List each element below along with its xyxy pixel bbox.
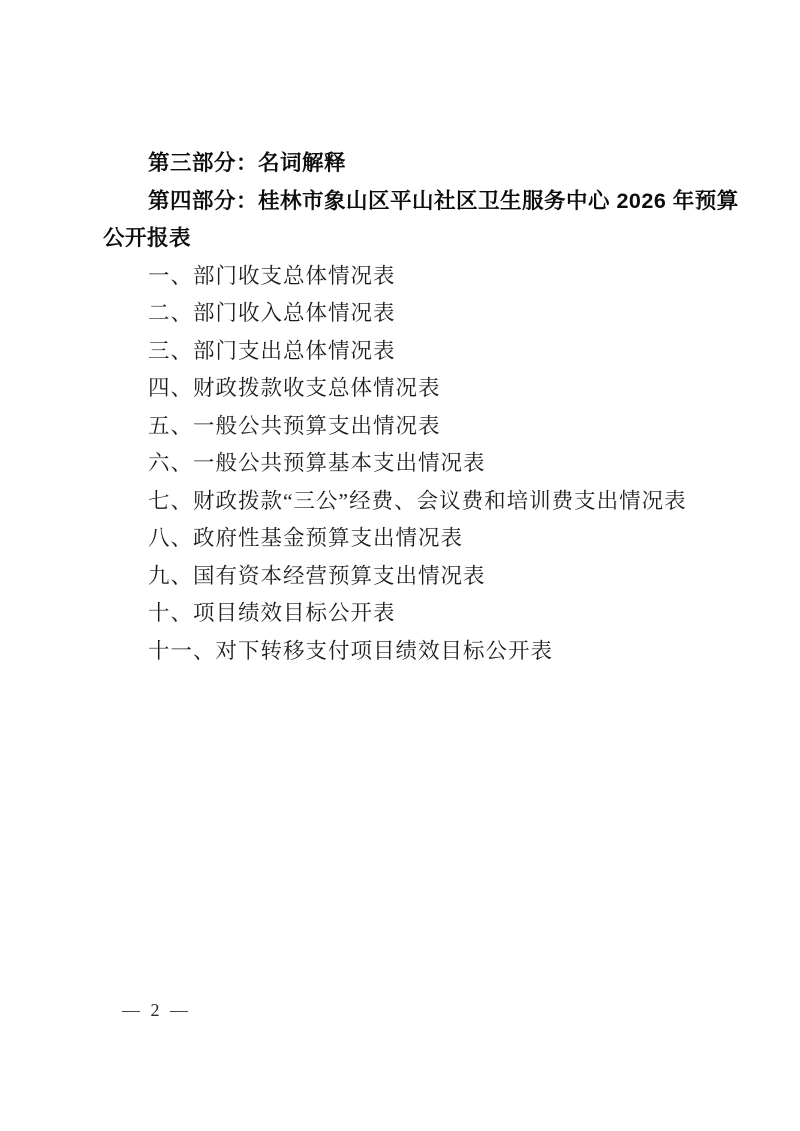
toc-item-9: 九、国有资本经营预算支出情况表: [148, 563, 486, 588]
document-content: [103, 145, 743, 670]
toc-item-5: 五、一般公共预算支出情况表: [148, 413, 441, 438]
toc-item-11: 十一、对下转移支付项目绩效目标公开表: [148, 638, 554, 663]
toc-item-6: 六、一般公共预算基本支出情况表: [148, 451, 486, 475]
toc-item-7: 七、财政拨款“三公”经费、会议费和培训费支出情况表: [148, 488, 687, 513]
toc-item-1: 一、部门收支总体情况表: [148, 263, 396, 288]
toc-item-8: 八、政府性基金预算支出情况表: [148, 526, 464, 550]
toc-item-3: 三、部门支出总体情况表: [148, 338, 396, 363]
part4-heading-line2: 公开报表: [103, 226, 192, 250]
page-number: — 2 —: [122, 1000, 191, 1020]
part4-heading-line1: 第四部分：桂林市象山区平山社区卫生服务中心 2026 年预算: [148, 188, 739, 213]
toc-item-4: 四、财政拨款收支总体情况表: [148, 376, 441, 400]
toc-item-10: 十、项目绩效目标公开表: [148, 601, 396, 625]
part3-heading: 第三部分：名词解释: [148, 151, 347, 175]
toc-item-2: 二、部门收入总体情况表: [148, 301, 396, 325]
